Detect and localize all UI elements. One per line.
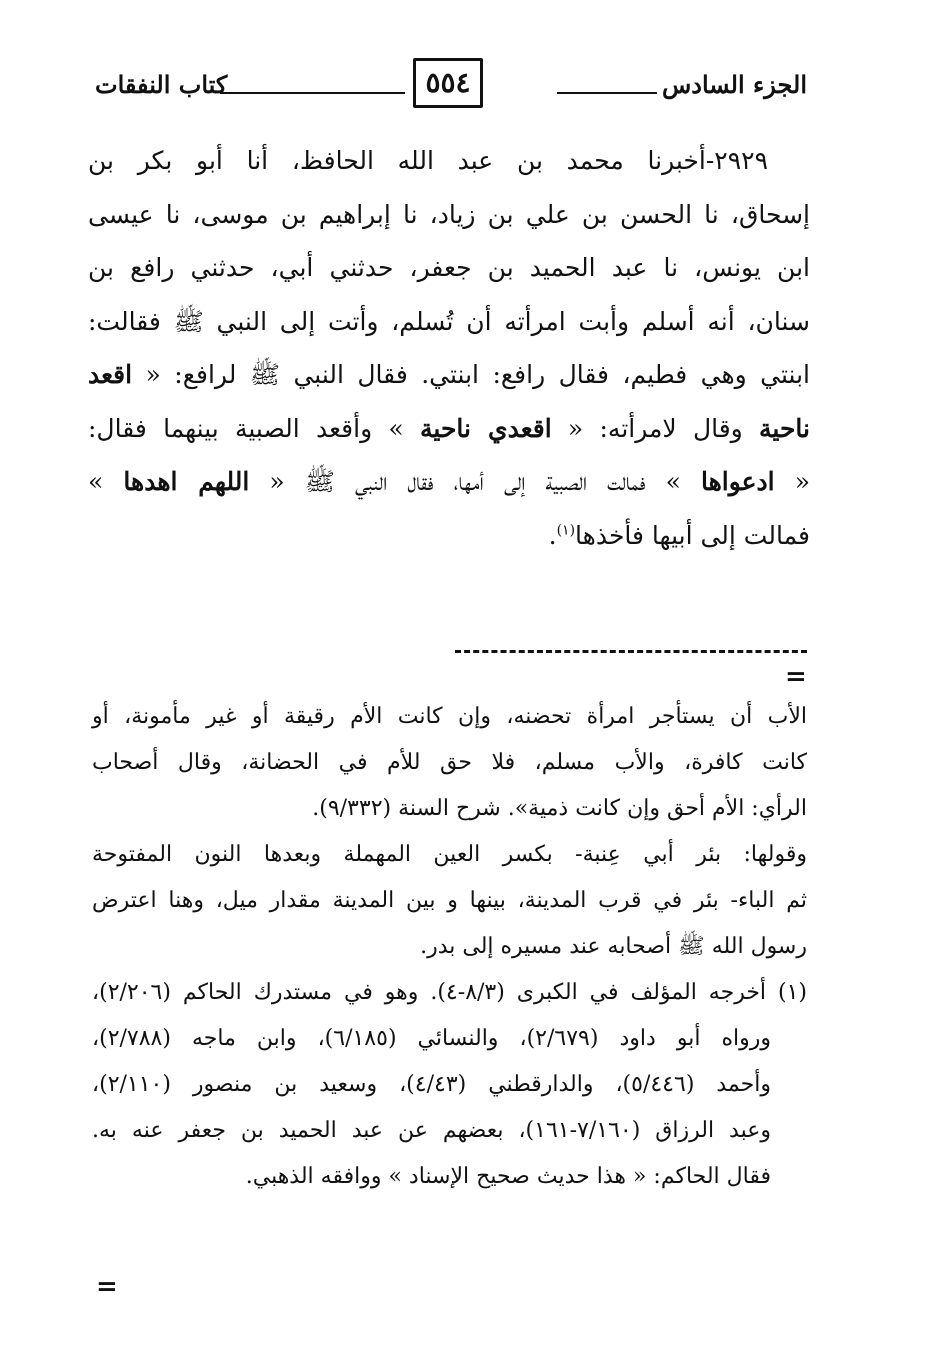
footnotes <box>92 694 807 1200</box>
page-number: ٥٥٤ <box>413 58 483 108</box>
footnote-line: الأب أن يستأجر امرأة تحضنه، وإن كانت الأم رقيقة أو غير مأمونة، أو <box>92 704 807 729</box>
text-line: إسحاق، نا الحسن بن علي بن زياد، نا إبراهيم بن موسى، نا عيسى <box>88 199 810 229</box>
footnote-line: فقال الحاكم: « هذا حديث صحيح الإسناد » ووافقه الذهبي. <box>245 1164 771 1189</box>
text-line: سنان، أنه أسلم وأبت امرأته أن تُسلم، وأتت إلى النبي ﷺ فقالت: <box>88 306 810 336</box>
bold-phrase: ناحية <box>759 413 811 443</box>
footnote-line: ثم الباء- بئر في قرب المدينة، بينها و بين المدينة مقدار ميل، وهنا اعترض <box>92 888 807 913</box>
text-line: ٢٩٢٩-أخبرنا محمد بن عبد الله الحافظ، أنا أبو بكر بن <box>88 146 768 175</box>
footnote-line: رسول الله ﷺ أصحابه عند مسيره إلى بدر. <box>420 934 807 959</box>
continuation-mark: = <box>785 662 807 692</box>
text-segment: . <box>548 520 557 550</box>
text-segment: » وأقعد الصبية بينهما فقال: <box>88 413 420 443</box>
text-segment: ابنتي وهي فطيم، فقال رافع: ابنتي. فقال النبي ﷺ لرافع: « <box>132 360 810 389</box>
continuation-mark: = <box>96 1272 118 1302</box>
footnote-separator <box>455 650 807 665</box>
bold-phrase: اللهم اهدها <box>123 467 250 496</box>
footnote-line: وعبد الرزاق (٧/١٦٠-١٦١)، بعضهم عن عبد الحميد بن جعفر عنه به. <box>92 1118 771 1143</box>
footnote-line: (١) أخرجه المؤلف في الكبرى (٨/٣-٤). وهو في مستدرك الحاكم (٢/٢٠٦)، <box>92 980 807 1005</box>
volume-title: الجزء السادس <box>661 70 807 99</box>
text-line <box>88 348 810 402</box>
text-segment: » <box>88 467 124 496</box>
bold-phrase: اقعد <box>88 360 133 389</box>
text-line <box>88 509 810 563</box>
page-header <box>95 58 807 118</box>
text-segment: فمالت إلى أبيها فأخذها <box>575 520 810 550</box>
footnote-line: كانت كافرة، والأب مسلم، فلا حق للأم في الحضانة، وقال أصحاب <box>92 750 807 775</box>
header-rule <box>220 92 405 94</box>
text-segment: « <box>774 467 811 496</box>
text-line <box>88 402 810 456</box>
bold-phrase: ادعواها <box>700 467 775 496</box>
footnote-ref: (١) <box>556 522 576 539</box>
footnote-line: ورواه أبو داود (٢/٦٧٩)، والنسائي (٦/١٨٥)، وابن ماجه (٢/٧٨٨)، <box>92 1026 771 1051</box>
footnote-line: وأحمد (٥/٤٤٦)، والدارقطني (٤/٤٣)، وسعيد بن منصور (٢/١١٠)، <box>92 1072 771 1097</box>
text-line: ابن يونس، نا عبد الحميد بن جعفر، حدثني أبي، حدثني رافع بن <box>88 253 810 282</box>
header-rule <box>557 92 657 94</box>
book-title: كتاب النفقات <box>95 70 228 99</box>
bold-phrase: اقعدي ناحية <box>420 413 552 443</box>
footnote-line: الرأي: الأم أحق وإن كانت ذمية». شرح السنة (٩/٣٣٢). <box>312 796 807 821</box>
footnote-line: وقولها: بئر أبي عِنبة- بكسر العين المهملة وبعدها النون المفتوحة <box>92 842 807 867</box>
main-text <box>88 134 810 562</box>
text-segment: وقال لامرأته: « <box>551 413 760 443</box>
text-line <box>88 455 810 509</box>
text-segment: » فمالت الصبية إلى أمها، فقال النبي ﷺ « <box>249 467 701 496</box>
